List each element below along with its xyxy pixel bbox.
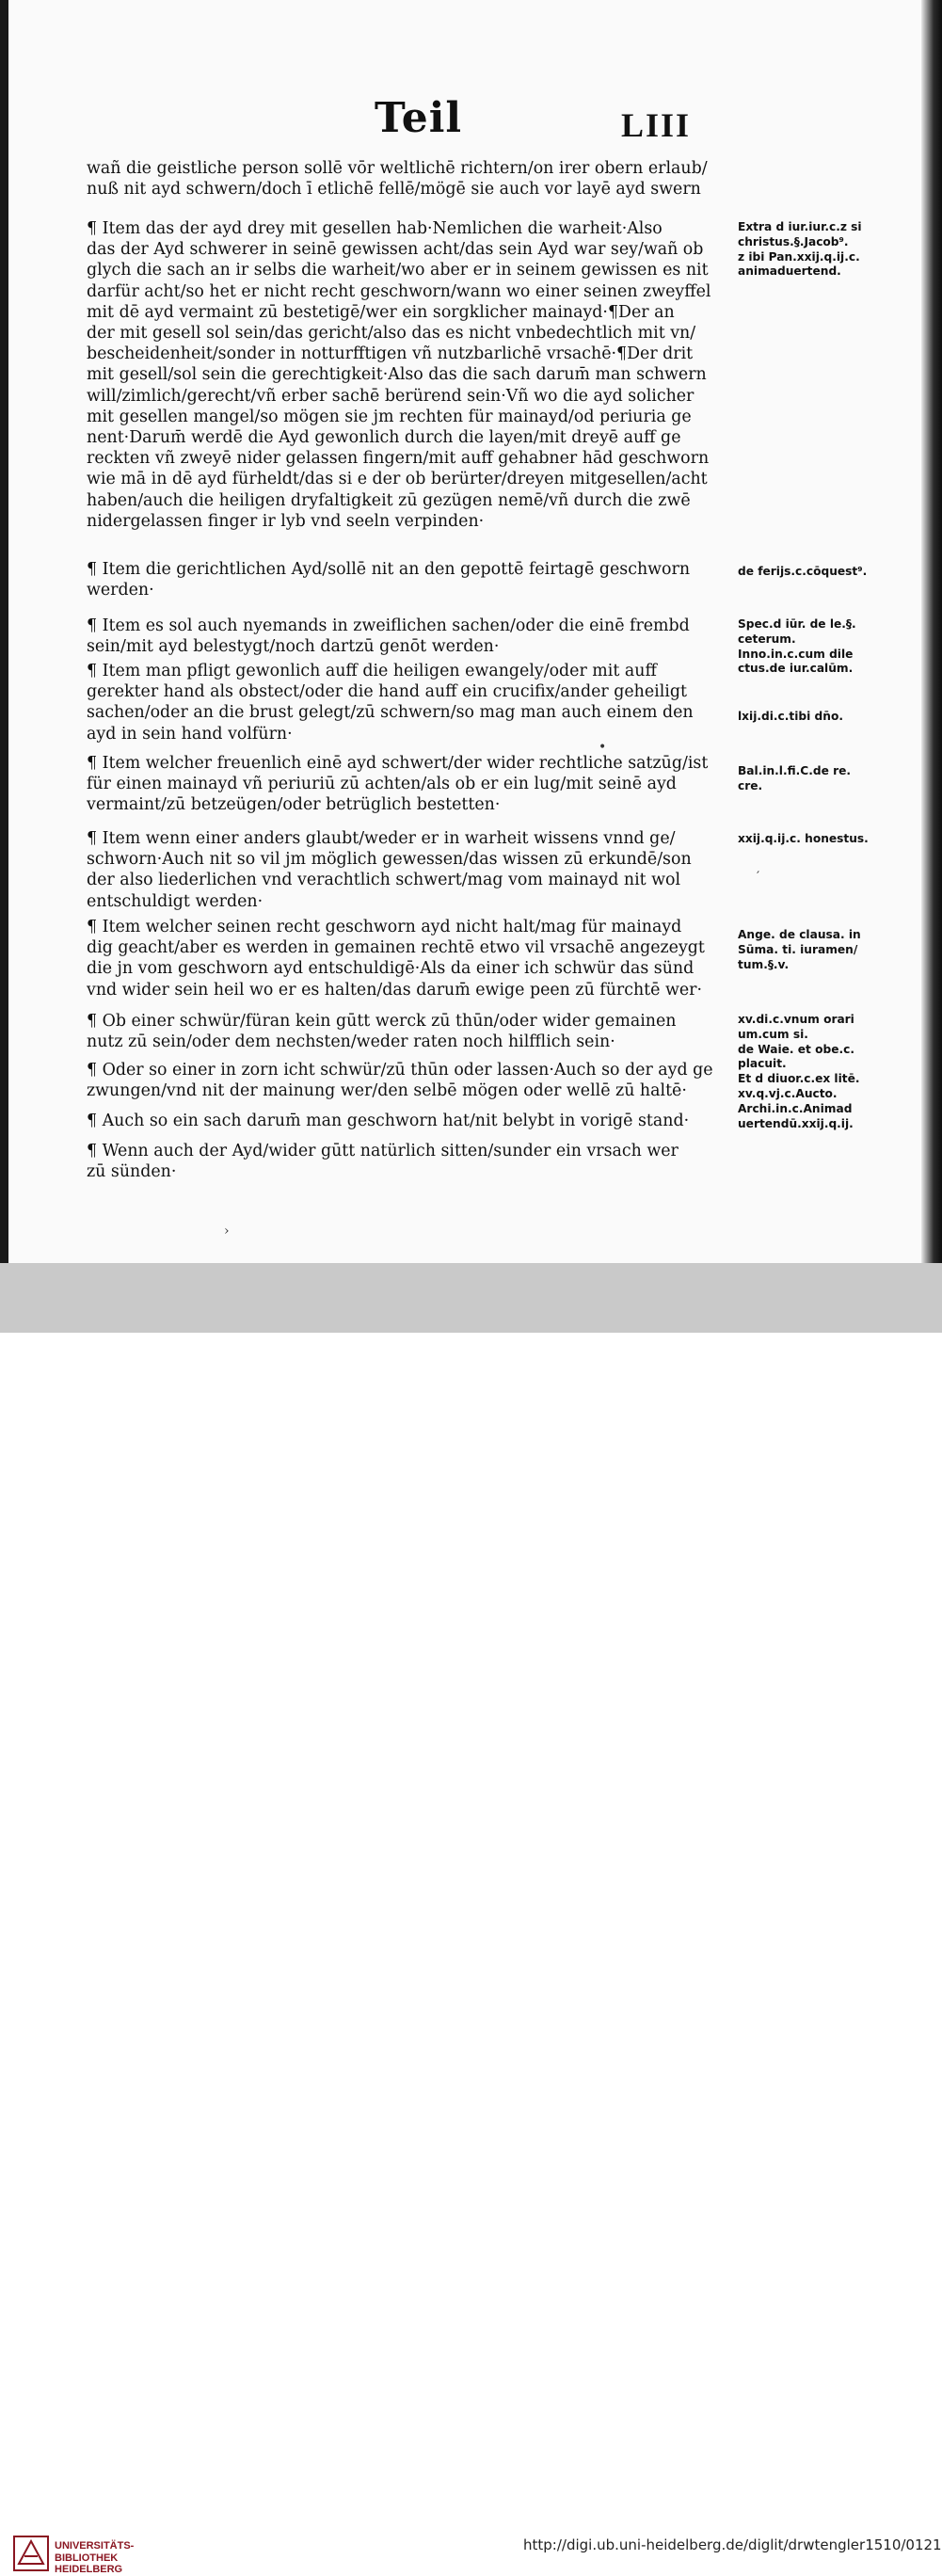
text-line: sein/mit ayd belestygt/noch dartzū genōt werden· <box>87 637 500 657</box>
text-line: wañ die geistliche person sollē vōr weltlichē richtern/on irer obern erlaub/ <box>87 159 708 178</box>
margin-gloss <box>738 565 898 580</box>
gloss-line: z ibi Pan.xxij.q.ij.c. <box>738 249 860 264</box>
gloss-line: Bal.in.l.fi.C.de re. <box>738 764 851 777</box>
text-paragraph <box>87 917 726 1000</box>
gloss-line: placuit. <box>738 1057 787 1071</box>
text-line: nutz zū sein/oder dem nechsten/weder raten noch hilfflich sein· <box>87 1032 615 1052</box>
text-line: vnd wider sein heil wo er es halten/das darum̄ ewige peen zū fürchtē wer· <box>87 980 703 1000</box>
gloss-line: lxij.di.c.tibi dn̄o. <box>738 710 843 723</box>
text-line: nidergelassen finger ir lyb vnd seeln verpinden· <box>87 511 485 531</box>
text-paragraph <box>87 828 726 912</box>
text-line: die jn vom geschworn ayd entschuldigē·Als da einer ich schwür das sünd <box>87 959 695 979</box>
gloss-line: uertendū.xxij.q.ij. <box>738 1116 854 1130</box>
gloss-line: Et d diuor.c.ex litē. <box>738 1072 860 1086</box>
gloss-line: Inno.in.c.cum dile <box>738 647 854 661</box>
gloss-line: tum.§.v. <box>738 957 790 971</box>
gloss-line: xv.q.vj.c.Aucto. <box>738 1086 838 1100</box>
text-line: ¶ Item welcher freuenlich einē ayd schwert/der wider rechtliche satzūg/ist <box>87 754 709 773</box>
text-line: bescheidenheit/sonder in notturfftigen vñ nutzbarlichē vrsachē·¶Der drit <box>87 344 694 364</box>
text-line: das der Ayd schwerer in seinē gewissen acht/das sein Ayd war sey/wañ ob <box>87 240 704 260</box>
gloss-line: cre. <box>738 778 763 792</box>
text-line: ¶ Oder so einer in zorn icht schwür/zū thūn oder lassen·Auch so der ayd ge <box>87 1061 713 1080</box>
text-line: mit gesell/sol sein die gerechtigkeit·Also das die sach darum̄ man schwern <box>87 365 707 385</box>
text-line: mit gesellen mangel/so mögen sie jm rechten für mainayd/od periuria ge <box>87 407 692 426</box>
library-name-line: HEIDELBERG <box>55 2564 123 2575</box>
folio-number: LIII <box>621 106 692 144</box>
text-paragraph <box>87 1060 726 1101</box>
gloss-line: de ferijs.c.cōquest⁹. <box>738 565 868 578</box>
text-line: zwungen/vnd nit der mainung wer/den selbē mögen oder wellē zū haltē· <box>87 1081 687 1101</box>
margin-gloss <box>738 1013 898 1131</box>
text-paragraph <box>87 616 726 657</box>
text-line: ¶ Item man pfligt gewonlich auff die heiligen ewangely/oder mit auff <box>87 662 657 680</box>
text-line: nuß nit ayd schwern/doch ī etlichē fellē/mögē sie auch vor layē ayd swern <box>87 180 701 200</box>
gloss-line: Sūma. ti. iuramen/ <box>738 942 858 956</box>
text-paragraph <box>87 661 726 744</box>
text-line: ¶ Auch so ein sach darum̄ man geschworn hat/nit belybt in vorigē stand· <box>87 1112 690 1130</box>
text-line: glych die sach an ir selbs die warheit/wo aber er in seinem gewissen es nit <box>87 261 709 280</box>
text-line: der also liederlichen vnd verachtlich schwert/mag vom mainayd nit wol <box>87 871 681 890</box>
text-line: entschuldigt werden· <box>87 891 263 911</box>
text-line: sachen/oder an die brust gelegt/zū schwern/so mag man auch einem den <box>87 703 694 723</box>
text-line: ¶ Item wenn einer anders glaubt/weder er in warheit wissens vnnd ge/ <box>87 829 676 848</box>
margin-gloss <box>738 764 898 794</box>
stray-mark: ′ <box>757 870 760 885</box>
text-line: ayd in sein hand volfürn· <box>87 724 293 744</box>
stray-mark: • <box>599 740 607 755</box>
text-line: reckten vñ zweyē nider gelassen fingern/mit auff gehabner hād geschworn <box>87 449 710 469</box>
margin-gloss <box>738 617 898 677</box>
university-library-logo-icon <box>13 2536 49 2571</box>
library-name-line: BIBLIOTHEK <box>55 2552 119 2564</box>
text-line: nent·Darum̄ werdē die Ayd gewonlich durch die layen/mit dreyē auff ge <box>87 428 681 448</box>
gloss-line: Spec.d iūr. de le.§. <box>738 617 856 631</box>
text-line: ¶ Wenn auch der Ayd/wider gūtt natürlich sitten/sunder ein vrsach wer <box>87 1142 679 1160</box>
text-line: dig geacht/aber es werden in gemainen rechtē etwo vil vrsachē angezeygt <box>87 938 705 958</box>
margin-gloss <box>738 220 898 280</box>
gloss-line: xxij.q.ij.c. honestus. <box>738 832 869 845</box>
text-line: ¶ Item welcher seinen recht geschworn ayd nicht halt/mag für mainayd <box>87 918 682 936</box>
text-paragraph <box>87 218 726 532</box>
stray-mark: › <box>224 1224 230 1239</box>
text-paragraph <box>87 158 726 200</box>
text-line: ¶ Item die gerichtlichen Ayd/sollē nit an den gepottē feirtagē geschworn <box>87 560 691 579</box>
text-line: zū sünden· <box>87 1162 177 1182</box>
text-line: ¶ Item es sol auch nyemands in zweiflichen sachen/oder die einē frembd <box>87 616 690 635</box>
text-line: ¶ Item das der ayd drey mit gesellen hab·Nemlichen die warheit·Also <box>87 219 663 238</box>
permalink-url[interactable]: http://digi.ub.uni-heidelberg.de/diglit/drwtengler1510/0121 <box>523 2536 942 2553</box>
page-running-title: Teil <box>375 94 463 142</box>
text-line: für einen mainayd vñ periuriū zū achten/als ob er ein lug/mit seinē ayd <box>87 775 677 794</box>
library-name-line: UNIVERSITÄTS- <box>55 2540 135 2552</box>
text-line: der mit gesell sol sein/das gericht/also das es nicht vnbedechtlich mit vn/ <box>87 324 696 344</box>
viewer-footer-bar <box>0 1263 942 2575</box>
gloss-line: Archi.in.c.Animad <box>738 1101 853 1115</box>
text-line: will/zimlich/gerecht/vñ erber sachē berürend sein·Vñ wo die ayd solicher <box>87 386 695 406</box>
library-name <box>55 2540 134 2576</box>
text-line: vermaint/zū betzeügen/oder betrüglich bestetten· <box>87 795 501 815</box>
gloss-line: ceterum. <box>738 632 796 646</box>
text-line: haben/auch die heiligen dryfaltigkeit zū gezügen nemē/vñ durch die zwē <box>87 490 691 510</box>
text-paragraph <box>87 559 726 600</box>
text-paragraph <box>87 1011 726 1052</box>
text-line: werden· <box>87 581 154 600</box>
gloss-line: um.cum si. <box>738 1027 808 1041</box>
text-line: schworn·Auch nit so vil jm möglich gewessen/das wissen zū erkundē/son <box>87 850 692 870</box>
margin-gloss <box>738 710 898 725</box>
gloss-line: christus.§.Jacob⁹. <box>738 234 849 248</box>
gloss-line: animaduertend. <box>738 264 841 279</box>
text-line: gerekter hand als obstect/oder die hand auff ein crucifix/ander geheiligt <box>87 682 687 702</box>
scan-left-edge <box>0 0 8 1263</box>
margin-gloss <box>738 928 898 972</box>
scanned-page <box>0 0 942 1263</box>
gloss-line: Ange. de clausa. in <box>738 928 861 941</box>
text-line: mit dē ayd vermaint zū bestetigē/wer ein sorgklicher mainayd·¶Der an <box>87 302 675 322</box>
scan-right-edge <box>921 0 942 1263</box>
text-paragraph <box>87 1141 726 1182</box>
text-line: darfür acht/so het er nicht recht geschworn/wann wo einer seinen zweyffel <box>87 281 711 301</box>
text-paragraph <box>87 753 726 816</box>
text-paragraph <box>87 1111 726 1131</box>
margin-gloss <box>738 832 898 847</box>
gloss-line: xv.di.c.vnum orari <box>738 1013 854 1026</box>
text-line: ¶ Ob einer schwür/füran kein gūtt werck zū thūn/oder wider gemainen <box>87 1012 677 1031</box>
gloss-line: ctus.de iur.calūm. <box>738 662 854 676</box>
gloss-line: de Waie. et obe.c. <box>738 1042 854 1056</box>
text-line: wie mā in dē ayd fürheldt/das si e der ob berürter/dreyen mitgesellen/acht <box>87 470 708 489</box>
gloss-line: Extra d iur.iur.c.z si <box>738 220 862 233</box>
